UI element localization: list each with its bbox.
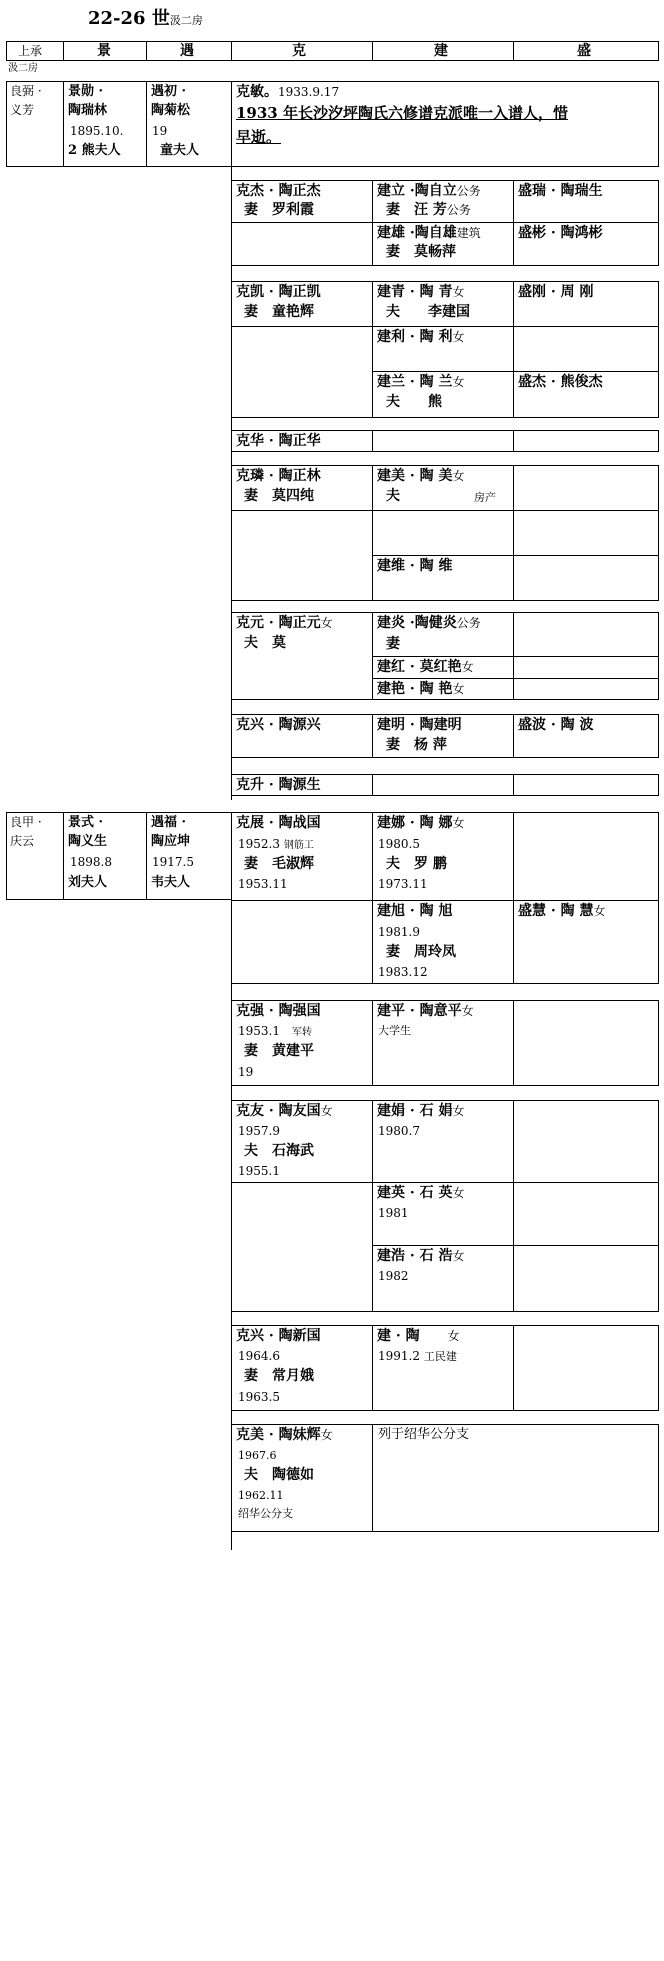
g1-yu-1: 遇初 · — [151, 84, 187, 99]
kexing1-c1-spouse: 妻 杨 萍 — [386, 737, 447, 753]
header-col-sheng: 盛 — [577, 43, 591, 59]
kezhan-spouse: 妻 毛淑辉 — [244, 856, 314, 872]
kexing2-date: 1964.6 — [238, 1349, 280, 1363]
kemei-name: 克美 · 陶妹辉女 — [236, 1427, 333, 1443]
kezhan-c2-grandchild: 盛慧 · 陶 慧女 — [518, 903, 606, 919]
kemei-date: 1967.6 — [238, 1449, 277, 1462]
kezhan-c2-name: 建旭 · 陶 旭 — [377, 903, 453, 919]
g2-yu-4: 韦夫人 — [151, 875, 191, 890]
g1-yu-3: 19 — [152, 124, 168, 138]
kemin-name: 克敏。1933.9.17 — [236, 84, 340, 100]
page-title — [88, 10, 203, 28]
g1-jing-3: 1895.10. — [70, 124, 124, 138]
kezhan-c1-date: 1980.5 — [378, 837, 420, 851]
kezhan-c2-spouse-date: 1983.12 — [378, 965, 428, 979]
section-subtitle: 汲二房 — [8, 63, 38, 74]
keyou-c3-date: 1982 — [378, 1269, 409, 1283]
keyuan-c1-spouse: 妻 — [386, 636, 400, 652]
kezhan-c2-spouse: 妻 周玲凤 — [386, 944, 456, 960]
kekai-spouse: 妻 童艳辉 — [244, 304, 314, 320]
kekai-c3-grandchild: 盛杰 · 熊俊杰 — [518, 374, 603, 390]
keyuan-spouse: 夫 莫 — [244, 635, 286, 651]
g1-jing-4: 2 熊夫人 — [68, 143, 121, 158]
keyou-spouse-date: 1955.1 — [238, 1164, 280, 1178]
kelin-c2-name: 建维 · 陶 维 — [377, 558, 453, 574]
keyou-date: 1957.9 — [238, 1124, 280, 1138]
keyou-name: 克友 · 陶友国女 — [236, 1103, 333, 1119]
keqiang-spouse: 妻 黄建平 — [244, 1043, 314, 1059]
header-col-father: 上承 — [18, 44, 43, 58]
kejie-c2-spouse: 妻 莫畅萍 — [386, 244, 456, 260]
g2-jing-4: 刘夫人 — [68, 875, 108, 890]
keyou-c2-name: 建英 · 石 英女 — [377, 1185, 465, 1201]
kelin-name: 克璘 · 陶正林 — [236, 468, 321, 484]
keyuan-name: 克元 · 陶正元女 — [236, 615, 333, 631]
keyuan-c1-name: 建炎 ·陶健炎公务 — [377, 615, 481, 631]
title-sub: 汲二房 — [169, 14, 203, 27]
kemin-note-2: 早逝。 — [236, 128, 282, 146]
kezhan-c1-spouse-date: 1973.11 — [378, 877, 428, 891]
kezhan-name: 克展 · 陶战国 — [236, 815, 321, 831]
kekai-name: 克凯 · 陶正凯 — [236, 284, 321, 300]
kemei-c1-note: 列于绍华公分支 — [378, 1427, 470, 1442]
g2-yu-1: 遇福 · — [151, 815, 187, 830]
kejie-spouse: 妻 罗利霞 — [244, 202, 314, 218]
kexing2-c1-date: 1991.2 工民建 — [378, 1349, 457, 1363]
kezhan-date: 1952.3 钢筋工 — [238, 837, 314, 851]
g1-jing-1: 景勋 · — [68, 84, 104, 99]
g1-father-1: 良弼 · — [10, 84, 42, 98]
g1-father-2: 义芳 — [10, 103, 35, 117]
kesheng-name: 克升 · 陶源生 — [236, 777, 321, 793]
kezhan-c1-name: 建娜 · 陶 娜女 — [377, 815, 465, 831]
header-col-jing: 景 — [97, 43, 111, 59]
keqiang-spouse-date: 19 — [238, 1065, 254, 1079]
kekai-c3-name: 建兰 · 陶 兰女 — [377, 374, 465, 390]
keyou-c3-name: 建浩 · 石 浩女 — [377, 1248, 465, 1264]
kezhan-spouse-date: 1953.11 — [238, 877, 288, 891]
kejie-c2-name: 建雄 ·陶自雄建筑 — [377, 225, 481, 241]
keqiang-c1-name: 建平 · 陶意平女 — [377, 1003, 474, 1019]
keyou-block — [231, 1100, 659, 1312]
keyou-c1-name: 建娟 · 石 娟女 — [377, 1103, 465, 1119]
kejie-c1-spouse: 妻 汪 芳公务 — [386, 202, 471, 218]
keyou-spouse: 夫 石海武 — [244, 1143, 314, 1159]
kehua-name: 克华 · 陶正华 — [236, 433, 321, 449]
header-col-ke: 克 — [292, 43, 306, 59]
g1-yu-2: 陶菊松 — [151, 103, 191, 118]
kemei-note: 绍华公分支 — [238, 1507, 293, 1520]
kezhan-c1-spouse: 夫 罗 鹏 — [386, 856, 447, 872]
g2-father-2: 庆云 — [10, 834, 35, 848]
kexing1-name: 克兴 · 陶源兴 — [236, 717, 321, 733]
keqiang-date: 1953.1 军转 — [238, 1024, 313, 1038]
keyuan-c2-name: 建红 · 莫红艳女 — [377, 659, 474, 675]
title-main: 22-26 世 — [88, 8, 170, 29]
kekai-c1-spouse: 夫 李建国 — [386, 304, 470, 320]
keqiang-name: 克强 · 陶强国 — [236, 1003, 321, 1019]
kekai-c2-name: 建利 · 陶 利女 — [377, 329, 465, 345]
kelin-c1-spouse-tag: 房产 — [474, 491, 496, 504]
g1-yu-4: 童夫人 — [160, 143, 200, 158]
kexing1-c1-grandchild: 盛波 · 陶 波 — [518, 717, 594, 733]
kejie-c1-name: 建立 ·陶自立公务 — [377, 183, 481, 199]
keyou-c1-date: 1980.7 — [378, 1124, 420, 1138]
kelin-spouse: 妻 莫四纯 — [244, 488, 314, 504]
g2-yu-3: 1917.5 — [152, 855, 194, 869]
g1-jing-2: 陶瑞林 — [68, 103, 108, 118]
kelin-c1-name: 建美 · 陶 美女 — [377, 468, 465, 484]
kekai-c3-spouse: 夫 熊 — [386, 394, 442, 410]
g2-jing-2: 陶义生 — [68, 834, 108, 849]
header-col-yu: 遇 — [180, 43, 194, 59]
keyuan-c3-name: 建艳 · 陶 艳女 — [377, 681, 465, 697]
kejie-c2-grandchild: 盛彬 · 陶鸿彬 — [518, 225, 603, 241]
kekai-block — [231, 281, 659, 418]
kejie-c1-grandchild: 盛瑞 · 陶瑞生 — [518, 183, 603, 199]
g2-father-1: 良甲 · — [10, 815, 42, 829]
header-col-jian: 建 — [434, 43, 448, 59]
kemei-spouse-date: 1962.11 — [238, 1489, 284, 1502]
kekai-c1-name: 建青 · 陶 青女 — [377, 284, 465, 300]
kemei-spouse: 夫 陶德如 — [244, 1467, 314, 1483]
g2-yu-2: 陶应坤 — [151, 834, 191, 849]
kexing2-spouse-date: 1963.5 — [238, 1390, 280, 1404]
g2-jing-1: 景式 · — [68, 815, 104, 830]
kelin-c1-spouse: 夫 — [386, 488, 400, 504]
kexing2-name: 克兴 · 陶新国 — [236, 1328, 321, 1344]
kexing1-c1-name: 建明 · 陶建明 — [377, 717, 462, 733]
kemin-note-1: 1933 年长沙汐坪陶氏六修谱克派唯一入谱人，惜 — [236, 104, 568, 122]
keyou-c2-date: 1981 — [378, 1206, 409, 1220]
kejie-name: 克杰 · 陶正杰 — [236, 183, 321, 199]
kexing2-c1-name: 建 · 陶 女 — [377, 1328, 460, 1344]
g2-jing-3: 1898.8 — [70, 855, 112, 869]
kelin-block — [231, 465, 659, 601]
kekai-c1-grandchild: 盛刚 · 周 刚 — [518, 284, 594, 300]
keqiang-c1-note: 大学生 — [378, 1024, 411, 1037]
kexing2-spouse: 妻 常月娥 — [244, 1368, 314, 1384]
kezhan-c2-date: 1981.9 — [378, 925, 420, 939]
